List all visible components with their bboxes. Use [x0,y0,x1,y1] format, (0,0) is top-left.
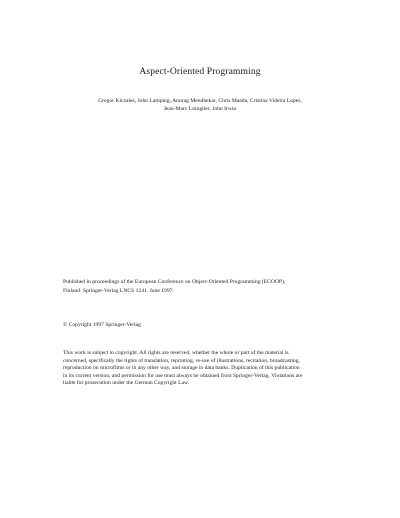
document-title: Aspect-Oriented Programming [139,66,261,77]
copyright-line: © Copyright 1997 Springer-Verlag [63,322,141,328]
notice-line: in its current version, and permission for use must always be obtained from Springer-Verlag. Violations are [63,372,303,379]
author-list [40,97,360,113]
copyright-notice [63,350,353,388]
publication-line: Finland. Springer-Verlag LNCS 1241. June 1997. [63,288,174,294]
author-line: Gregor Kiczales, John Lamping, Anurag Mendhekar, Chris Maeda, Cristina Videira Lopes, [98,98,302,104]
publication-line: Published in proceedings of the European Conference on Object-Oriented Programming (ECOOP), [63,279,286,285]
publication-info [63,278,285,296]
notice-line: reproduction on microfilms or in any other way, and storage in data banks. Duplication of this publication [63,365,300,372]
notice-line: concerned, specifically the rights of translation, reprinting, re-use of illustrations, recitation, broadcasting, [63,357,300,364]
notice-line: liable for prosecution under the German Copyright Law. [63,380,190,387]
notice-line: This work is subject to copyright. All rights are reserved, whether the whole or part of the material is [63,350,289,356]
author-line: Jean-Marc Loingtier, John Irwin [163,106,237,112]
